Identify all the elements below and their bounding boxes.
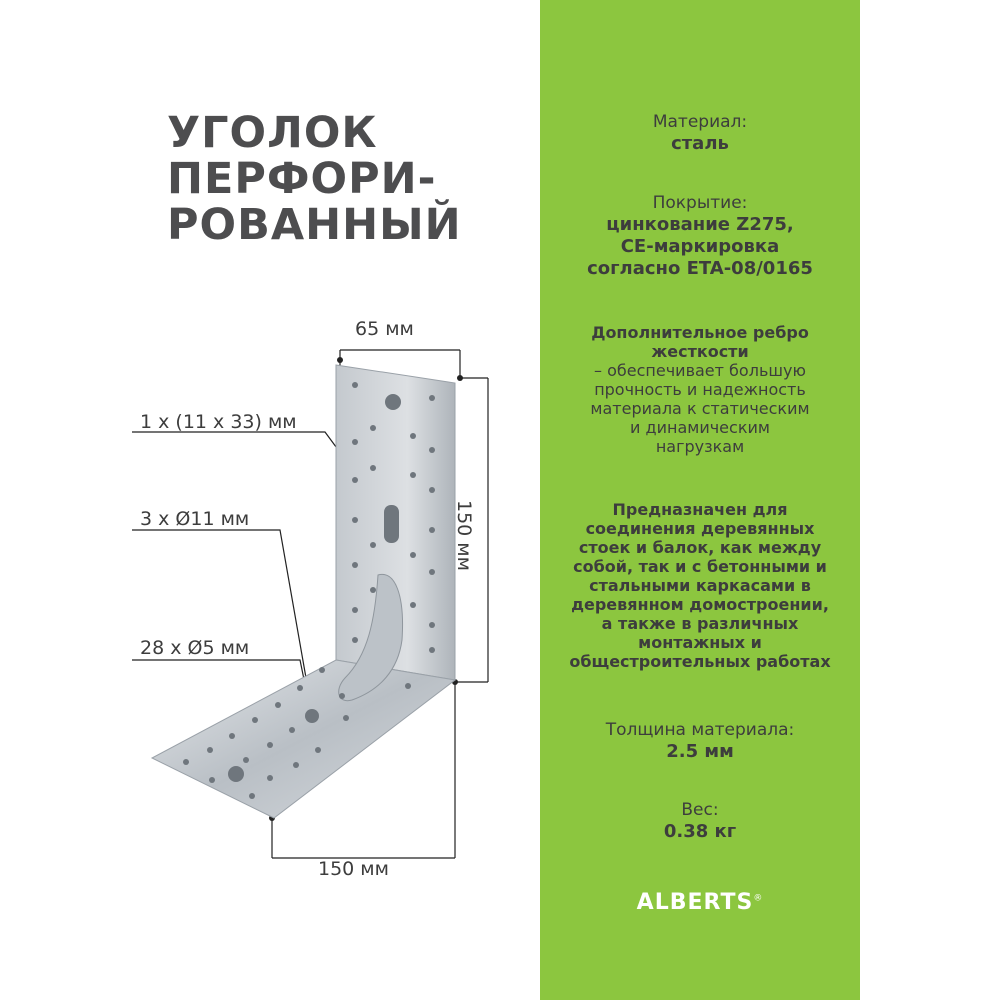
rib-text-5: нагрузкам: [655, 437, 745, 456]
dim-large-holes: 3 x Ø11 мм: [140, 508, 250, 530]
rib-title-2: жесткости: [651, 342, 749, 361]
purpose-line-3: стоек и балок, как между: [578, 538, 822, 557]
spec-weight: [540, 800, 860, 843]
dim-top-width: 65 мм: [355, 318, 414, 340]
rib-text-4: и динамическим: [630, 418, 770, 437]
weight-value: 0.38 кг: [663, 821, 737, 842]
rib-title-1: Дополнительное ребро: [591, 323, 809, 342]
spec-purpose: [540, 500, 860, 671]
material-value: сталь: [671, 133, 729, 154]
material-label: Материал:: [652, 112, 748, 132]
thickness-label: Толщина материала:: [605, 720, 795, 740]
brand-registered-mark: ®: [753, 893, 764, 904]
dim-small-holes: 28 x Ø5 мм: [140, 637, 250, 659]
purpose-line-4: собой, так и с бетонными и: [573, 557, 827, 576]
dim-slot: 1 x (11 x 33) мм: [140, 411, 297, 433]
purpose-line-8: монтажных и: [638, 633, 762, 652]
weight-label: Вес:: [681, 800, 719, 820]
rib-text-3: материала к статическим: [590, 399, 810, 418]
spec-rib: [540, 323, 860, 456]
coating-line-2: CE-маркировка: [620, 236, 780, 257]
coating-label: Покрытие:: [652, 193, 748, 213]
coating-line-1: цинкование Z275,: [606, 214, 794, 235]
thickness-value: 2.5 мм: [666, 741, 734, 762]
specs-panel: [540, 0, 860, 1000]
spec-material: [540, 112, 860, 155]
title-line-3: РОВАННЫЙ: [167, 200, 462, 250]
rib-text-2: прочность и надежность: [594, 380, 806, 399]
coating-line-3: согласно ETA-08/0165: [587, 258, 813, 279]
brand-logo: [540, 890, 860, 915]
purpose-line-6: деревянном домостроении,: [571, 595, 829, 614]
purpose-line-9: общестроительных работах: [569, 652, 831, 671]
title-line-2: ПЕРФОРИ-: [167, 154, 437, 204]
spec-coating: [540, 193, 860, 280]
dim-bottom-width: 150 мм: [318, 858, 389, 880]
rib-text-1: – обеспечивает большую: [594, 361, 806, 380]
purpose-line-7: а также в различных: [601, 614, 799, 633]
purpose-line-1: Предназначен для: [612, 500, 788, 519]
dim-height: 150 мм: [453, 500, 475, 571]
right-margin: [860, 0, 1000, 1000]
spec-thickness: [540, 720, 860, 763]
title-line-1: УГОЛОК: [167, 108, 378, 158]
purpose-line-5: стальными каркасами в: [589, 576, 811, 595]
brand-name: ALBERTS: [636, 890, 754, 915]
purpose-line-2: соединения деревянных: [585, 519, 815, 538]
